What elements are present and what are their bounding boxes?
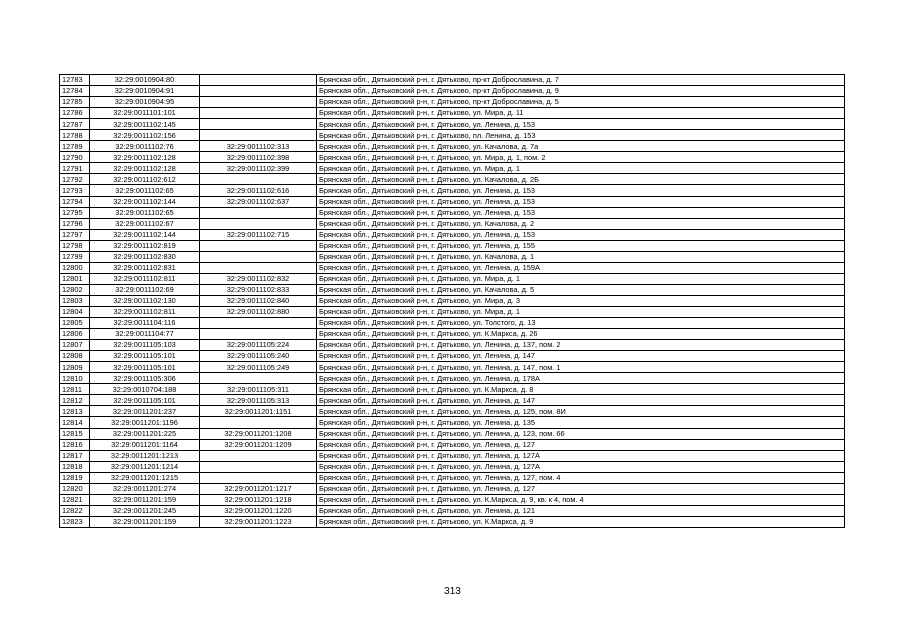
address-cell: Брянская обл., Дятьковский р-н, г. Дятьково, пр-кт Доброславина, д. 5 bbox=[317, 97, 845, 108]
row-number-cell: 12797 bbox=[60, 229, 90, 240]
row-number-cell: 12784 bbox=[60, 86, 90, 97]
premises-cadastral-number-cell: 32:29:0011201:1208 bbox=[200, 428, 317, 439]
cadastral-number-cell: 32:29:0010904:91 bbox=[90, 86, 200, 97]
premises-cadastral-number-cell bbox=[200, 373, 317, 384]
cadastral-number-cell: 32:29:0011201:274 bbox=[90, 483, 200, 494]
table-row bbox=[60, 395, 845, 406]
address-cell: Брянская обл., Дятьковский р-н, г. Дятьково, ул. К.Маркса, д. 9 bbox=[317, 516, 845, 527]
row-number-cell: 12796 bbox=[60, 218, 90, 229]
address-cell: Брянская обл., Дятьковский р-н, г. Дятьково, ул. Ленина, д. 127 bbox=[317, 483, 845, 494]
premises-cadastral-number-cell bbox=[200, 97, 317, 108]
cadastral-number-cell: 32:29:0011102:76 bbox=[90, 141, 200, 152]
table-row bbox=[60, 207, 845, 218]
row-number-cell: 12816 bbox=[60, 439, 90, 450]
address-cell: Брянская обл., Дятьковский р-н, г. Дятьково, пр-кт Доброславина, д. 7 bbox=[317, 75, 845, 86]
address-cell: Брянская обл., Дятьковский р-н, г. Дятьково, ул. Качалова, д. 1 bbox=[317, 251, 845, 262]
premises-cadastral-number-cell bbox=[200, 318, 317, 329]
table-row bbox=[60, 329, 845, 340]
cadastral-number-cell: 32:29:0011201:159 bbox=[90, 494, 200, 505]
row-number-cell: 12793 bbox=[60, 185, 90, 196]
row-number-cell: 12786 bbox=[60, 108, 90, 119]
table-row bbox=[60, 273, 845, 284]
cadastral-number-cell: 32:29:0011102:156 bbox=[90, 130, 200, 141]
row-number-cell: 12820 bbox=[60, 483, 90, 494]
table-row bbox=[60, 130, 845, 141]
row-number-cell: 12798 bbox=[60, 240, 90, 251]
table-row bbox=[60, 97, 845, 108]
table-row bbox=[60, 218, 845, 229]
row-number-cell: 12811 bbox=[60, 384, 90, 395]
address-cell: Брянская обл., Дятьковский р-н, г. Дятьково, ул. Качалова, д. 2Б bbox=[317, 174, 845, 185]
cadastral-number-cell: 32:29:0011201:1215 bbox=[90, 472, 200, 483]
address-cell: Брянская обл., Дятьковский р-н, г. Дятьково, ул. Ленина, д. 147 bbox=[317, 395, 845, 406]
table-row bbox=[60, 163, 845, 174]
address-cell: Брянская обл., Дятьковский р-н, г. Дятьково, ул. Мира, д. 11 bbox=[317, 108, 845, 119]
premises-cadastral-number-cell bbox=[200, 417, 317, 428]
row-number-cell: 12788 bbox=[60, 130, 90, 141]
table-row bbox=[60, 86, 845, 97]
address-cell: Брянская обл., Дятьковский р-н, г. Дятьково, ул. Ленина, д. 153 bbox=[317, 196, 845, 207]
row-number-cell: 12805 bbox=[60, 318, 90, 329]
premises-cadastral-number-cell bbox=[200, 251, 317, 262]
cadastral-number-cell: 32:29:0011201:1164 bbox=[90, 439, 200, 450]
table-row bbox=[60, 340, 845, 351]
address-cell: Брянская обл., Дятьковский р-н, г. Дятьково, ул. Ленина, д. 147 bbox=[317, 351, 845, 362]
page-number: 313 bbox=[444, 586, 461, 597]
address-cell: Брянская обл., Дятьковский р-н, г. Дятьково, ул. Ленина, д. 127А bbox=[317, 461, 845, 472]
table-row bbox=[60, 505, 845, 516]
premises-cadastral-number-cell: 32:29:0011102:832 bbox=[200, 273, 317, 284]
row-number-cell: 12823 bbox=[60, 516, 90, 527]
address-cell: Брянская обл., Дятьковский р-н, г. Дятьково, ул. Качалова, д. 7а bbox=[317, 141, 845, 152]
row-number-cell: 12804 bbox=[60, 306, 90, 317]
cadastral-number-cell: 32:29:0011102:128 bbox=[90, 152, 200, 163]
row-number-cell: 12819 bbox=[60, 472, 90, 483]
premises-cadastral-number-cell bbox=[200, 218, 317, 229]
cadastral-number-cell: 32:29:0011102:67 bbox=[90, 218, 200, 229]
table-row bbox=[60, 262, 845, 273]
premises-cadastral-number-cell: 32:29:0011201:1151 bbox=[200, 406, 317, 417]
cadastral-number-cell: 32:29:0011105:103 bbox=[90, 340, 200, 351]
row-number-cell: 12800 bbox=[60, 262, 90, 273]
row-number-cell: 12806 bbox=[60, 329, 90, 340]
address-cell: Брянская обл., Дятьковский р-н, г. Дятьково, пл. Ленина, д. 153 bbox=[317, 130, 845, 141]
premises-cadastral-number-cell bbox=[200, 207, 317, 218]
premises-cadastral-number-cell: 32:29:0011201:1217 bbox=[200, 483, 317, 494]
cadastral-number-cell: 32:29:0011105:101 bbox=[90, 351, 200, 362]
address-cell: Брянская обл., Дятьковский р-н, г. Дятьково, ул. Ленина, д. 159А bbox=[317, 262, 845, 273]
cadastral-number-cell: 32:29:0011201:245 bbox=[90, 505, 200, 516]
cadastral-number-cell: 32:29:0011201:1196 bbox=[90, 417, 200, 428]
table-row bbox=[60, 417, 845, 428]
row-number-cell: 12817 bbox=[60, 450, 90, 461]
table-row bbox=[60, 483, 845, 494]
address-cell: Брянская обл., Дятьковский р-н, г. Дятьково, ул. Ленина, д. 155 bbox=[317, 240, 845, 251]
premises-cadastral-number-cell bbox=[200, 86, 317, 97]
premises-cadastral-number-cell: 32:29:0011201:1220 bbox=[200, 505, 317, 516]
premises-cadastral-number-cell: 32:29:0011105:224 bbox=[200, 340, 317, 351]
cadastral-number-cell: 32:29:0011201:237 bbox=[90, 406, 200, 417]
address-cell: Брянская обл., Дятьковский р-н, г. Дятьково, ул. Ленина, д. 127А bbox=[317, 450, 845, 461]
cadastral-number-cell: 32:29:0011102:811 bbox=[90, 273, 200, 284]
property-registry-table bbox=[59, 74, 845, 528]
row-number-cell: 12809 bbox=[60, 362, 90, 373]
table-row bbox=[60, 174, 845, 185]
table-row bbox=[60, 152, 845, 163]
row-number-cell: 12795 bbox=[60, 207, 90, 218]
table-row bbox=[60, 450, 845, 461]
row-number-cell: 12815 bbox=[60, 428, 90, 439]
row-number-cell: 12785 bbox=[60, 97, 90, 108]
cadastral-number-cell: 32:29:0011102:65 bbox=[90, 207, 200, 218]
table-row bbox=[60, 284, 845, 295]
cadastral-number-cell: 32:29:0011201:1213 bbox=[90, 450, 200, 461]
premises-cadastral-number-cell bbox=[200, 75, 317, 86]
address-cell: Брянская обл., Дятьковский р-н, г. Дятьково, ул. Мира, д. 1, пом. 2 bbox=[317, 152, 845, 163]
cadastral-number-cell: 32:29:0011102:811 bbox=[90, 306, 200, 317]
cadastral-number-cell: 32:29:0010904:80 bbox=[90, 75, 200, 86]
table-row bbox=[60, 461, 845, 472]
row-number-cell: 12801 bbox=[60, 273, 90, 284]
address-cell: Брянская обл., Дятьковский р-н, г. Дятьково, пр-кт Доброславина, д. 9 bbox=[317, 86, 845, 97]
table-row bbox=[60, 494, 845, 505]
table-row bbox=[60, 384, 845, 395]
cadastral-number-cell: 32:29:0011105:306 bbox=[90, 373, 200, 384]
table-row bbox=[60, 108, 845, 119]
cadastral-number-cell: 32:29:0011102:65 bbox=[90, 185, 200, 196]
table-row bbox=[60, 75, 845, 86]
premises-cadastral-number-cell: 32:29:0011105:240 bbox=[200, 351, 317, 362]
cadastral-number-cell: 32:29:0010904:95 bbox=[90, 97, 200, 108]
table-row bbox=[60, 351, 845, 362]
table-row bbox=[60, 295, 845, 306]
premises-cadastral-number-cell bbox=[200, 119, 317, 130]
cadastral-number-cell: 32:29:0011102:612 bbox=[90, 174, 200, 185]
table-row bbox=[60, 141, 845, 152]
premises-cadastral-number-cell: 32:29:0011105:311 bbox=[200, 384, 317, 395]
premises-cadastral-number-cell: 32:29:0011102:616 bbox=[200, 185, 317, 196]
table-row bbox=[60, 406, 845, 417]
table-row bbox=[60, 318, 845, 329]
table-row bbox=[60, 306, 845, 317]
table-row bbox=[60, 229, 845, 240]
premises-cadastral-number-cell: 32:29:0011102:715 bbox=[200, 229, 317, 240]
premises-cadastral-number-cell bbox=[200, 461, 317, 472]
row-number-cell: 12808 bbox=[60, 351, 90, 362]
table-row bbox=[60, 439, 845, 450]
row-number-cell: 12814 bbox=[60, 417, 90, 428]
address-cell: Брянская обл., Дятьковский р-н, г. Дятьково, ул. Ленина, д. 135 bbox=[317, 417, 845, 428]
premises-cadastral-number-cell: 32:29:0011102:833 bbox=[200, 284, 317, 295]
row-number-cell: 12807 bbox=[60, 340, 90, 351]
premises-cadastral-number-cell bbox=[200, 262, 317, 273]
table-row bbox=[60, 428, 845, 439]
cadastral-number-cell: 32:29:0010704:188 bbox=[90, 384, 200, 395]
table-row bbox=[60, 119, 845, 130]
premises-cadastral-number-cell: 32:29:0011201:1209 bbox=[200, 439, 317, 450]
table-row bbox=[60, 196, 845, 207]
premises-cadastral-number-cell bbox=[200, 329, 317, 340]
table-row bbox=[60, 251, 845, 262]
address-cell: Брянская обл., Дятьковский р-н, г. Дятьково, ул. Мира, д. 3 bbox=[317, 295, 845, 306]
cadastral-number-cell: 32:29:0011102:144 bbox=[90, 196, 200, 207]
row-number-cell: 12790 bbox=[60, 152, 90, 163]
row-number-cell: 12818 bbox=[60, 461, 90, 472]
row-number-cell: 12803 bbox=[60, 295, 90, 306]
premises-cadastral-number-cell: 32:29:0011201:1218 bbox=[200, 494, 317, 505]
cadastral-number-cell: 32:29:0011102:145 bbox=[90, 119, 200, 130]
row-number-cell: 12794 bbox=[60, 196, 90, 207]
row-number-cell: 12787 bbox=[60, 119, 90, 130]
premises-cadastral-number-cell bbox=[200, 108, 317, 119]
table-row bbox=[60, 373, 845, 384]
address-cell: Брянская обл., Дятьковский р-н, г. Дятьково, ул. Ленина, д. 127, пом. 4 bbox=[317, 472, 845, 483]
table-row bbox=[60, 472, 845, 483]
cadastral-number-cell: 32:29:0011104:116 bbox=[90, 318, 200, 329]
address-cell: Брянская обл., Дятьковский р-н, г. Дятьково, ул. К.Маркса, д. 8 bbox=[317, 384, 845, 395]
cadastral-number-cell: 32:29:0011201:225 bbox=[90, 428, 200, 439]
cadastral-number-cell: 32:29:0011104:77 bbox=[90, 329, 200, 340]
cadastral-number-cell: 32:29:0011105:101 bbox=[90, 362, 200, 373]
cadastral-number-cell: 32:29:0011102:830 bbox=[90, 251, 200, 262]
premises-cadastral-number-cell: 32:29:0011102:840 bbox=[200, 295, 317, 306]
cadastral-number-cell: 32:29:0011102:144 bbox=[90, 229, 200, 240]
premises-cadastral-number-cell bbox=[200, 174, 317, 185]
row-number-cell: 12792 bbox=[60, 174, 90, 185]
cadastral-number-cell: 32:29:0011201:159 bbox=[90, 516, 200, 527]
address-cell: Брянская обл., Дятьковский р-н, г. Дятьково, ул. К.Маркса, д. 9, кв. к 4, пом. 4 bbox=[317, 494, 845, 505]
cadastral-number-cell: 32:29:0011102:128 bbox=[90, 163, 200, 174]
premises-cadastral-number-cell: 32:29:0011105:249 bbox=[200, 362, 317, 373]
address-cell: Брянская обл., Дятьковский р-н, г. Дятьково, ул. Ленина, д. 178А bbox=[317, 373, 845, 384]
cadastral-number-cell: 32:29:0011105:101 bbox=[90, 395, 200, 406]
table-row bbox=[60, 516, 845, 527]
premises-cadastral-number-cell bbox=[200, 472, 317, 483]
row-number-cell: 12821 bbox=[60, 494, 90, 505]
address-cell: Брянская обл., Дятьковский р-н, г. Дятьково, ул. Мира, д. 1 bbox=[317, 273, 845, 284]
premises-cadastral-number-cell: 32:29:0011201:1223 bbox=[200, 516, 317, 527]
address-cell: Брянская обл., Дятьковский р-н, г. Дятьково, ул. Мира, д. 1 bbox=[317, 306, 845, 317]
premises-cadastral-number-cell bbox=[200, 130, 317, 141]
premises-cadastral-number-cell bbox=[200, 240, 317, 251]
cadastral-number-cell: 32:29:0011201:1214 bbox=[90, 461, 200, 472]
row-number-cell: 12822 bbox=[60, 505, 90, 516]
address-cell: Брянская обл., Дятьковский р-н, г. Дятьково, ул. Ленина, д. 153 bbox=[317, 207, 845, 218]
address-cell: Брянская обл., Дятьковский р-н, г. Дятьково, ул. Ленина, д. 125, пом. 8И bbox=[317, 406, 845, 417]
address-cell: Брянская обл., Дятьковский р-н, г. Дятьково, ул. Ленина, д. 121 bbox=[317, 505, 845, 516]
row-number-cell: 12813 bbox=[60, 406, 90, 417]
premises-cadastral-number-cell: 32:29:0011102:398 bbox=[200, 152, 317, 163]
row-number-cell: 12799 bbox=[60, 251, 90, 262]
address-cell: Брянская обл., Дятьковский р-н, г. Дятьково, ул. Ленина, д. 147, пом. 1 bbox=[317, 362, 845, 373]
row-number-cell: 12789 bbox=[60, 141, 90, 152]
row-number-cell: 12783 bbox=[60, 75, 90, 86]
cadastral-number-cell: 32:29:0011101:101 bbox=[90, 108, 200, 119]
address-cell: Брянская обл., Дятьковский р-н, г. Дятьково, ул. Ленина, д. 123, пом. 66 bbox=[317, 428, 845, 439]
cadastral-number-cell: 32:29:0011102:819 bbox=[90, 240, 200, 251]
row-number-cell: 12802 bbox=[60, 284, 90, 295]
premises-cadastral-number-cell: 32:29:0011102:637 bbox=[200, 196, 317, 207]
cadastral-number-cell: 32:29:0011102:831 bbox=[90, 262, 200, 273]
address-cell: Брянская обл., Дятьковский р-н, г. Дятьково, ул. Ленина, д. 137, пом. 2 bbox=[317, 340, 845, 351]
row-number-cell: 12812 bbox=[60, 395, 90, 406]
row-number-cell: 12791 bbox=[60, 163, 90, 174]
row-number-cell: 12810 bbox=[60, 373, 90, 384]
address-cell: Брянская обл., Дятьковский р-н, г. Дятьково, ул. Ленина, д. 153 bbox=[317, 185, 845, 196]
cadastral-number-cell: 32:29:0011102:130 bbox=[90, 295, 200, 306]
address-cell: Брянская обл., Дятьковский р-н, г. Дятьково, ул. Ленина, д. 153 bbox=[317, 229, 845, 240]
premises-cadastral-number-cell bbox=[200, 450, 317, 461]
registry-table-body bbox=[60, 75, 845, 528]
address-cell: Брянская обл., Дятьковский р-н, г. Дятьково, ул. Мира, д. 1 bbox=[317, 163, 845, 174]
address-cell: Брянская обл., Дятьковский р-н, г. Дятьково, ул. Качалова, д. 5 bbox=[317, 284, 845, 295]
premises-cadastral-number-cell: 32:29:0011102:399 bbox=[200, 163, 317, 174]
table-row bbox=[60, 185, 845, 196]
address-cell: Брянская обл., Дятьковский р-н, г. Дятьково, ул. К.Маркса, д. 26 bbox=[317, 329, 845, 340]
table-row bbox=[60, 240, 845, 251]
premises-cadastral-number-cell: 32:29:0011102:880 bbox=[200, 306, 317, 317]
table-row bbox=[60, 362, 845, 373]
address-cell: Брянская обл., Дятьковский р-н, г. Дятьково, ул. Толстого, д. 13 bbox=[317, 318, 845, 329]
address-cell: Брянская обл., Дятьковский р-н, г. Дятьково, ул. Ленина, д. 127 bbox=[317, 439, 845, 450]
premises-cadastral-number-cell: 32:29:0011102:313 bbox=[200, 141, 317, 152]
premises-cadastral-number-cell: 32:29:0011105:313 bbox=[200, 395, 317, 406]
cadastral-number-cell: 32:29:0011102:69 bbox=[90, 284, 200, 295]
address-cell: Брянская обл., Дятьковский р-н, г. Дятьково, ул. Качалова, д. 2 bbox=[317, 218, 845, 229]
address-cell: Брянская обл., Дятьковский р-н, г. Дятьково, ул. Ленина, д. 153 bbox=[317, 119, 845, 130]
